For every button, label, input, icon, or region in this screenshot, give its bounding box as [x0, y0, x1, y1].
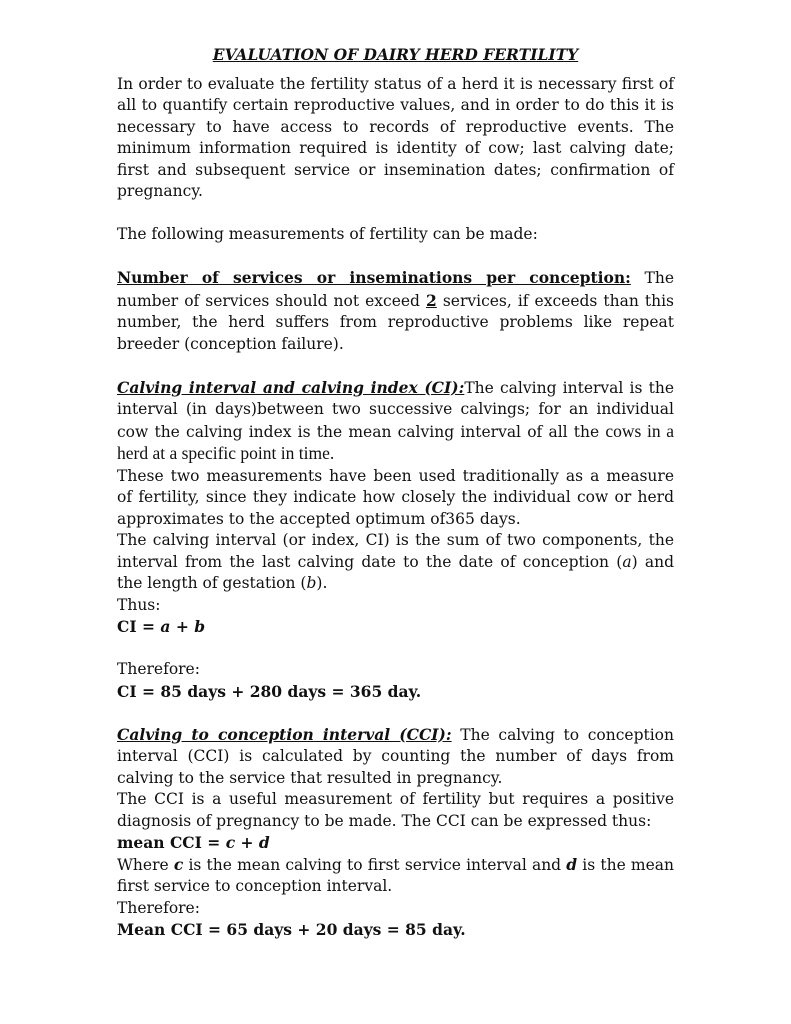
ci-var-b: b	[306, 574, 317, 592]
services-heading: Number of services or inseminations per conception:	[117, 268, 631, 287]
cci-where	[117, 854, 674, 898]
ci-formula-a: a	[160, 617, 171, 636]
ci-para3-part-c: ).	[316, 574, 328, 592]
ci-formula-lhs: CI =	[117, 617, 161, 636]
cci-text: The calving to conception interval (CCI) is calculated by counting the number of days from calving to the service that resulted in pregnancy.	[117, 725, 674, 787]
cci-result: Mean CCI = 65 days + 20 days = 85 day.	[117, 920, 466, 939]
ci-paragraph-2: These two measurements have been used traditionally as a measure of fertility, since they indicate how closely the individual cow or herd approximates to the accepted optimum of365 days.	[117, 466, 674, 528]
cci-formula-lhs: mean CCI =	[117, 833, 226, 852]
cci-where-3: is the mean first service to conception interval.	[117, 855, 675, 895]
cci-formula	[117, 832, 674, 854]
cci-therefore: Therefore:	[117, 898, 200, 917]
services-limit: 2	[426, 290, 437, 310]
ci-formula	[117, 616, 674, 638]
document-page	[117, 44, 674, 941]
ci-para3-part-b: ) and the length of gestation (	[117, 552, 675, 592]
spacer	[117, 246, 674, 268]
ci-therefore: Therefore:	[117, 660, 200, 678]
ci-heading: Calving interval and calving index (CI):	[117, 377, 465, 397]
spacer	[117, 203, 674, 225]
services-text-before: The number of services should not exceed	[117, 269, 675, 310]
ci-result: CI = 85 days + 280 days = 365 day.	[117, 681, 422, 701]
ci-thus: Thus:	[117, 595, 161, 614]
ci-formula-plus: +	[170, 617, 195, 636]
spacer	[117, 355, 674, 377]
ci-formula-b: b	[194, 617, 206, 636]
cci-formula-plus: +	[235, 833, 259, 852]
ci-text-alt: cows in a herd at a specific point in time.	[117, 420, 674, 463]
ci-section	[117, 377, 674, 466]
intro-paragraph: In order to evaluate the fertility status of a herd it is necessary first of all to quantify certain reproductive values, and in order to do this it is necessary to have access to records of reproductive events. The minimum information required is identity of cow; last calving date; first and subsequent service or insemination dates; confirmation of pregnancy.	[117, 74, 674, 200]
cci-formula-c: c	[225, 833, 236, 852]
document-title: EVALUATION OF DAIRY HERD FERTILITY	[212, 45, 579, 64]
ci-paragraph-3	[117, 530, 674, 595]
cci-section	[117, 724, 674, 790]
ci-var-a: a	[622, 552, 632, 571]
cci-formula-d: d	[258, 833, 270, 852]
cci-paragraph-2: The CCI is a useful measurement of fertility but requires a positive diagnosis of pregnancy to be made. The CCI can be expressed thus:	[117, 790, 674, 830]
cci-where-1: Where	[117, 855, 174, 874]
services-section	[117, 267, 674, 355]
services-text-after: services, if exceeds than this number, the herd suffers from reproductive problems like repeat breeder (conception failure).	[117, 291, 674, 353]
cci-where-c: c	[173, 854, 184, 874]
ci-text: The calving interval is the interval (in days)between two successive calvings; for an individual cow the calving index is the mean calving interval of all the	[117, 378, 674, 441]
cci-where-2: is the mean calving to first service interval and	[183, 855, 567, 874]
ci-para3-part-a: The calving interval (or index, CI) is the sum of two components, the interval from the last calving date to the date of conception (	[117, 531, 674, 571]
lead-paragraph: The following measurements of fertility can be made:	[117, 225, 538, 243]
cci-heading: Calving to conception interval (CCI):	[117, 724, 452, 744]
spacer	[117, 702, 674, 724]
spacer	[117, 638, 674, 660]
cci-where-d: d	[566, 854, 578, 874]
